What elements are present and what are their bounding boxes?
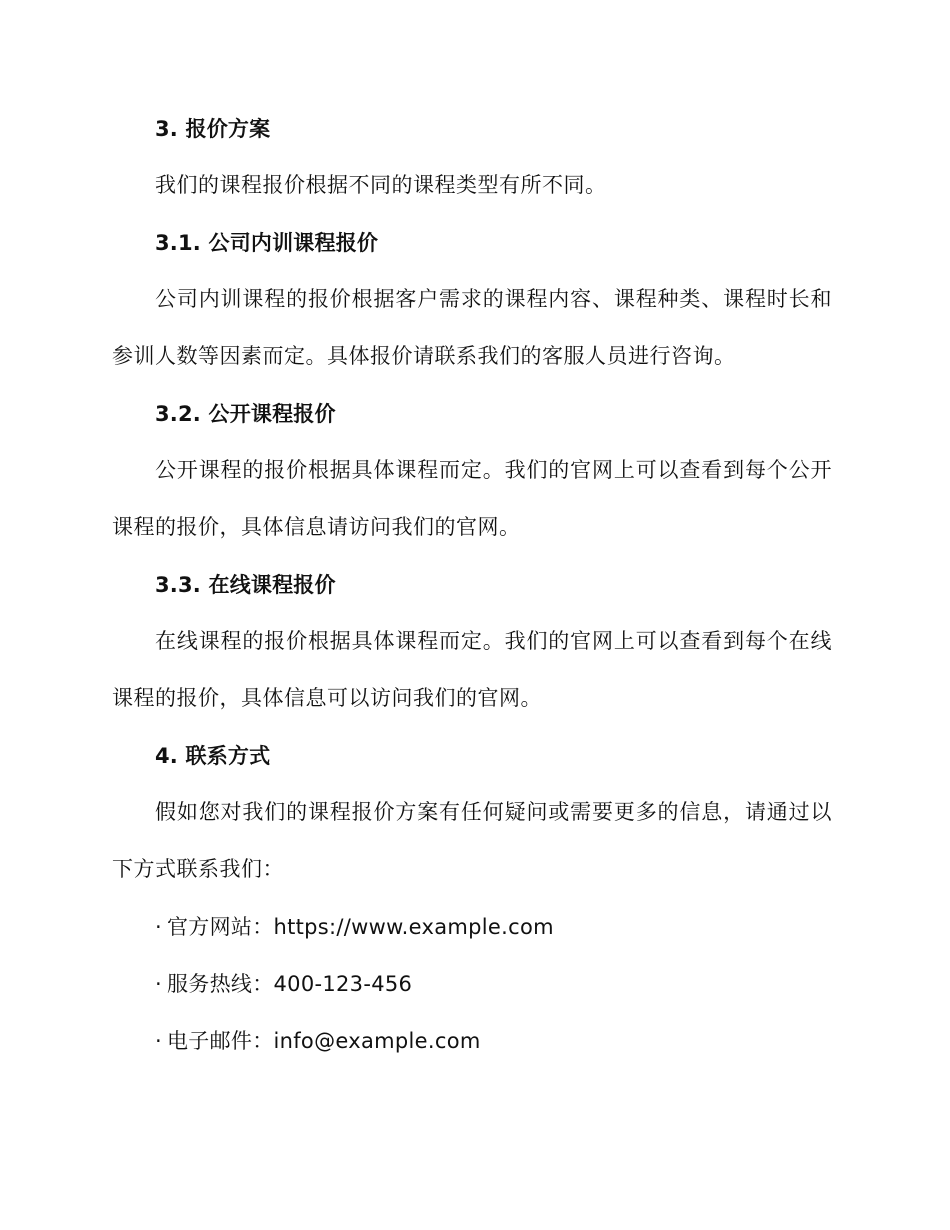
- bullet-dot: ·: [155, 1029, 162, 1053]
- contact-website-value[interactable]: https://www.example.com: [273, 915, 554, 939]
- contact-hotline: [112, 968, 832, 1000]
- bullet-dot: ·: [155, 972, 162, 996]
- section-4-text: 假如您对我们的课程报价方案有任何疑问或需要更多的信息，请通过以下方式联系我们：: [112, 800, 832, 881]
- contact-hotline-value: 400-123-456: [273, 972, 413, 996]
- contact-hotline-label: 服务热线：: [167, 972, 274, 996]
- section-3-3-heading: 3.3. 在线课程报价: [155, 573, 336, 597]
- section-3-intro: 我们的课程报价根据不同的课程类型有所不同。: [155, 173, 607, 197]
- document-content: [112, 113, 832, 1057]
- section-3-2-text: 公开课程的报价根据具体课程而定。我们的官网上可以查看到每个公开课程的报价，具体信息请访问我们的官网。: [112, 458, 832, 539]
- section-4-heading: 4. 联系方式: [155, 744, 271, 768]
- contact-website: [112, 911, 832, 943]
- contact-website-label: 官方网站：: [167, 915, 274, 939]
- section-3-3-text: 在线课程的报价根据具体课程而定。我们的官网上可以查看到每个在线课程的报价，具体信息可以访问我们的官网。: [112, 629, 832, 710]
- contact-email-label: 电子邮件：: [167, 1029, 274, 1053]
- section-3-2-heading: 3.2. 公开课程报价: [155, 402, 336, 426]
- section-3-1-text: 公司内训课程的报价根据客户需求的课程内容、课程种类、课程时长和参训人数等因素而定。具体报价请联系我们的客服人员进行咨询。: [112, 287, 832, 368]
- contact-email: [112, 1025, 832, 1057]
- section-3-1-heading: 3.1. 公司内训课程报价: [155, 231, 379, 255]
- contact-email-value[interactable]: info@example.com: [273, 1029, 481, 1053]
- bullet-dot: ·: [155, 915, 162, 939]
- section-3-heading: 3. 报价方案: [155, 117, 271, 141]
